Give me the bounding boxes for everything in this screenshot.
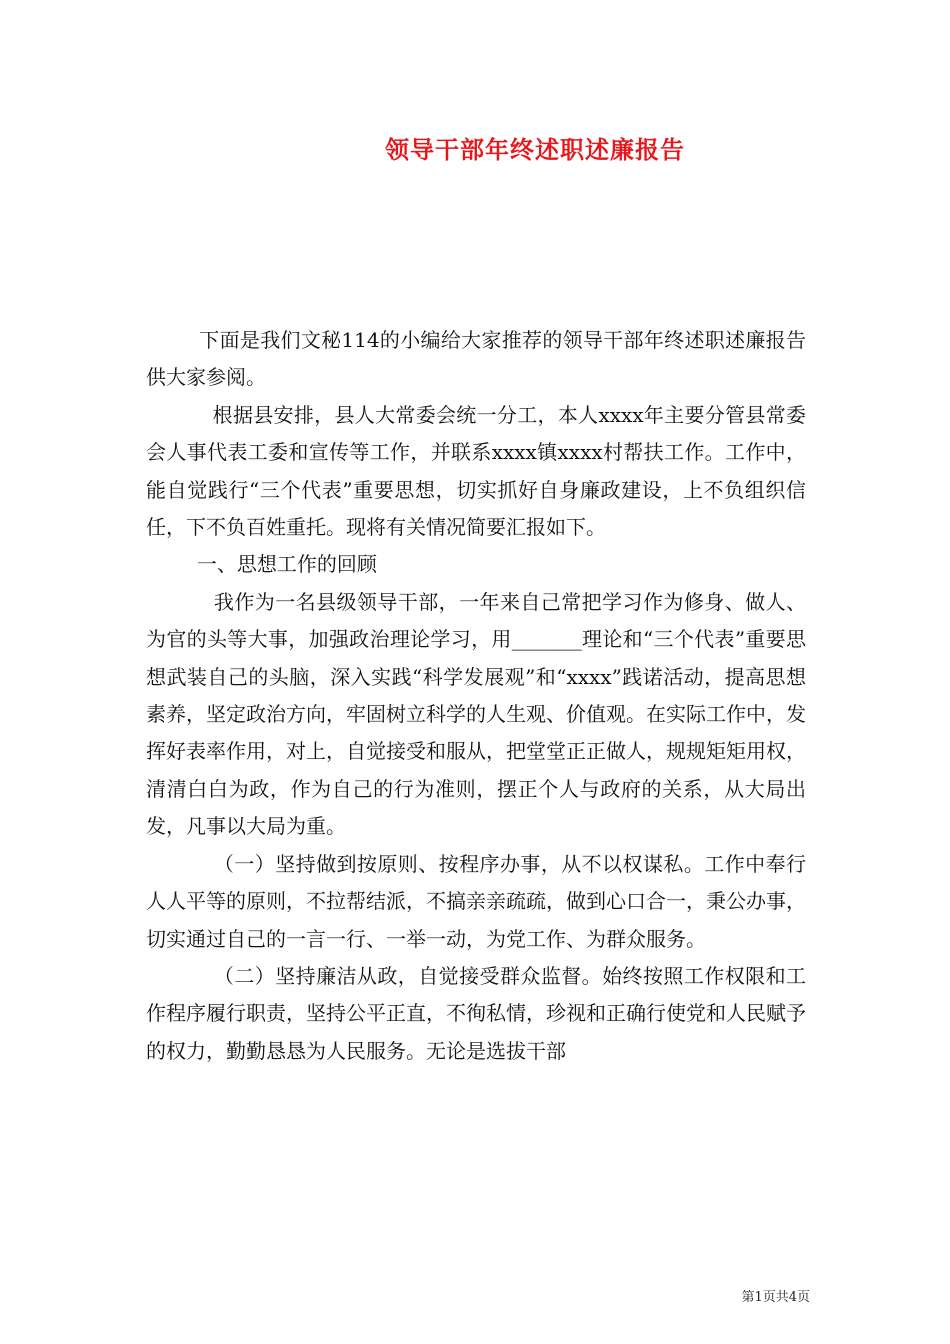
page-number: 第1页共4页 [741, 1290, 810, 1305]
paragraph-thought-work: 我作为一名县级领导干部，一年来自己常把学习作为修身、做人、为官的头等大事，加强政治理论学习，用_______理论和“三个代表”重要思想武装自己的头脑，深入实践“科学发展观”和“xxxx”践诺活动，提高思想素养，坚定政治方向，牢固树立科学的人生观、价值观。在实际工作中，发挥好表率作用，对上，自觉接受和服从，把堂堂正正做人，规规矩矩用权，清清白白为政，作为自己的行为准则，摆正个人与政府的关系，从大局出发，凡事以大局为重。 [146, 589, 807, 839]
paragraph-intro: 下面是我们文秘114的小编给大家推荐的领导干部年终述职述廉报告供大家参阅。 [146, 328, 806, 390]
paragraph-point-one: （一）坚持做到按原则、按程序办事，从不以权谋私。工作中奉行人人平等的原则，不拉帮结派，不搞亲亲疏疏，做到心口合一，秉公办事，切实通过自己的一言一行、一举一动，为党工作、为群众服务。 [146, 851, 807, 951]
section-heading: 一、思想工作的回顾 [146, 552, 377, 577]
paragraph-overview: 根据县安排，县人大常委会统一分工，本人xxxx年主要分管县常委会人事代表工委和宣传等工作，并联系xxxx镇xxxx村帮扶工作。工作中，能自觉践行“三个代表”重要思想，切实抓好自身廉政建设，上不负组织信任，下不负百姓重托。现将有关情况简要汇报如下。 [146, 402, 807, 540]
document-title: 领导干部年终述职述廉报告 [385, 135, 685, 164]
document-body [146, 322, 806, 1070]
paragraph-point-two: （二）坚持廉洁从政，自觉接受群众监督。始终按照工作权限和工作程序履行职责，坚持公平正直，不徇私情，珍视和正确行使党和人民赋予的权力，勤勤恳恳为人民服务。无论是选拔干部 [146, 963, 807, 1063]
